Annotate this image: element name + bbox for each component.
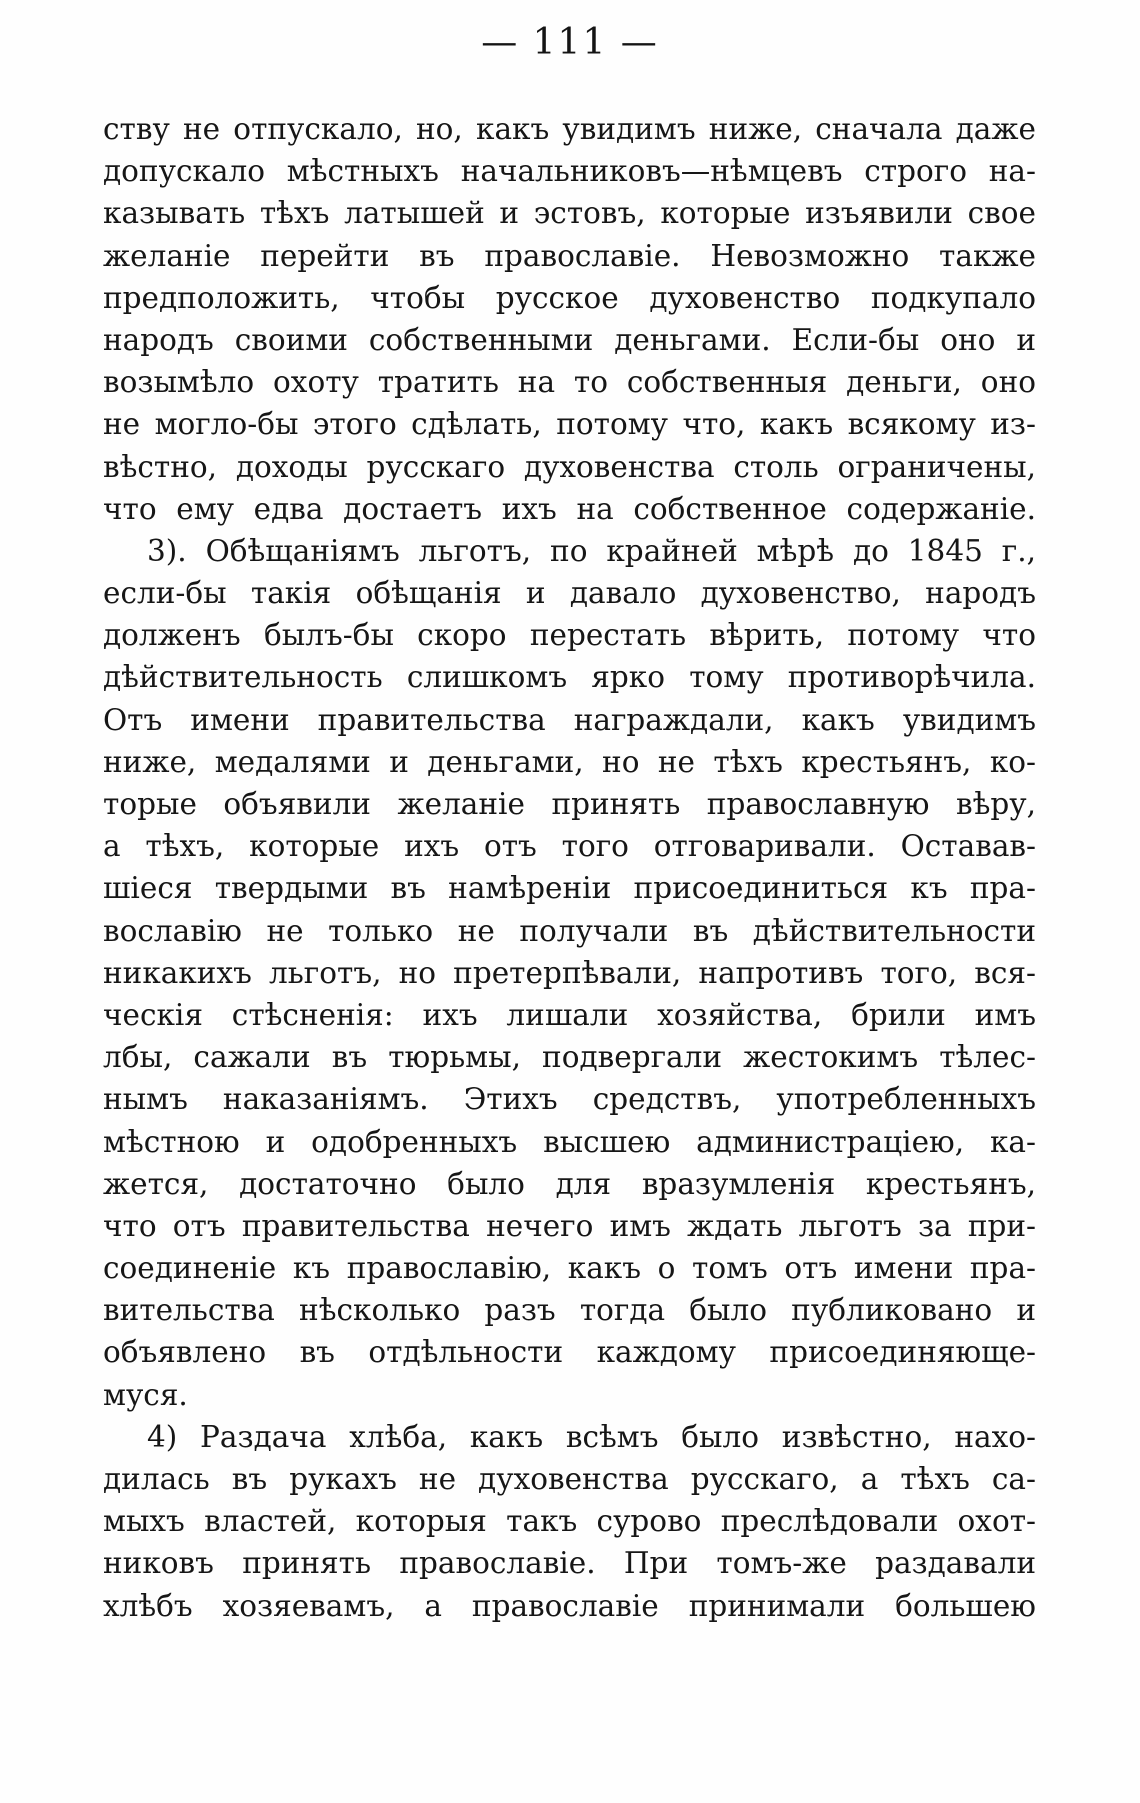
text-line: не могло-бы этого сдѣлать, потому что, какъ всякому из-: [103, 407, 1036, 442]
text-line: объявлено въ отдѣльности каждому присоединяюще-: [103, 1335, 1036, 1370]
text-line: 4) Раздача хлѣба, какъ всѣмъ было извѣстно, нахо-: [147, 1419, 1036, 1454]
text-line: ству не отпускало, но, какъ увидимъ ниже, сначала даже: [103, 112, 1036, 146]
text-line: нымъ наказаніямъ. Этихъ средствъ, употребленныхъ: [103, 1082, 1036, 1117]
paragraph-2: [103, 530, 1036, 1416]
text-line: хлѣбъ хозяевамъ, а православіе принимали большею: [103, 1588, 1036, 1623]
text-line: 3). Обѣщаніямъ льготъ, по крайней мѣрѣ до 1845 г.,: [147, 533, 1036, 568]
text-line: шіеся твердыми въ намѣреніи присоединиться къ пра-: [103, 871, 1036, 906]
text-line: что отъ правительства нечего имъ ждать льготъ за при-: [103, 1208, 1036, 1243]
text-line: мѣстною и одобренныхъ высшею администраціею, ка-: [103, 1124, 1036, 1159]
text-line: а тѣхъ, которые ихъ отъ того отговаривали. Оставав-: [103, 829, 1036, 864]
text-line: предположить, чтобы русское духовенство подкупало: [103, 280, 1036, 315]
text-line: дилась въ рукахъ не духовенства русскаго, а тѣхъ са-: [103, 1462, 1036, 1496]
text-line: что ему едва достаетъ ихъ на собственное содержаніе.: [103, 491, 1036, 526]
text-line: вительства нѣсколько разъ тогда было публиковано и: [103, 1293, 1036, 1328]
text-line: никакихъ льготъ, но претерпѣвали, напротивъ того, вся-: [103, 955, 1036, 990]
text-line: дѣйствительность слишкомъ ярко тому противорѣчила.: [103, 660, 1036, 695]
page-number: — 111 —: [481, 22, 659, 63]
text-line: никовъ принять православіе. При томъ-же раздавали: [103, 1546, 1036, 1581]
paragraph-1: [103, 108, 1036, 530]
text-line: торые объявили желаніе принять православную вѣру,: [103, 787, 1036, 821]
text-line: вѣстно, доходы русскаго духовенства столь ограничены,: [103, 449, 1036, 484]
text-line: возымѣло охоту тратить на то собственныя деньги, оно: [103, 365, 1036, 400]
text-line: народъ своими собственными деньгами. Если-бы оно и: [103, 322, 1036, 357]
body-text: [103, 108, 1036, 1627]
text-line: Отъ имени правительства награждали, какъ увидимъ: [103, 702, 1036, 737]
text-line: казывать тѣхъ латышей и эстовъ, которые изъявили свое: [103, 196, 1036, 231]
text-line: вославію не только не получали въ дѣйствительности: [103, 913, 1036, 948]
text-line: долженъ былъ-бы скоро перестать вѣрить, потому что: [103, 618, 1036, 653]
text-line: мыхъ властей, которыя такъ сурово преслѣдовали охот-: [103, 1504, 1036, 1539]
text-line: муся.: [103, 1377, 188, 1412]
text-line: желаніе перейти въ православіе. Невозможно также: [103, 238, 1036, 273]
text-line: жется, достаточно было для вразумленія крестьянъ,: [103, 1166, 1036, 1201]
text-line: лбы, сажали въ тюрьмы, подвергали жестокимъ тѣлес-: [103, 1040, 1036, 1075]
text-line: ниже, медалями и деньгами, но не тѣхъ крестьянъ, ко-: [103, 744, 1036, 779]
text-line: допускало мѣстныхъ начальниковъ—нѣмцевъ строго на-: [103, 154, 1036, 189]
text-line: если-бы такія обѣщанія и давало духовенство, народъ: [103, 576, 1036, 611]
text-line: ческія стѣсненія: ихъ лишали хозяйства, брили имъ: [103, 997, 1036, 1032]
paragraph-3: [103, 1416, 1036, 1627]
text-line: соединеніе къ православію, какъ о томъ отъ имени пра-: [103, 1251, 1036, 1286]
